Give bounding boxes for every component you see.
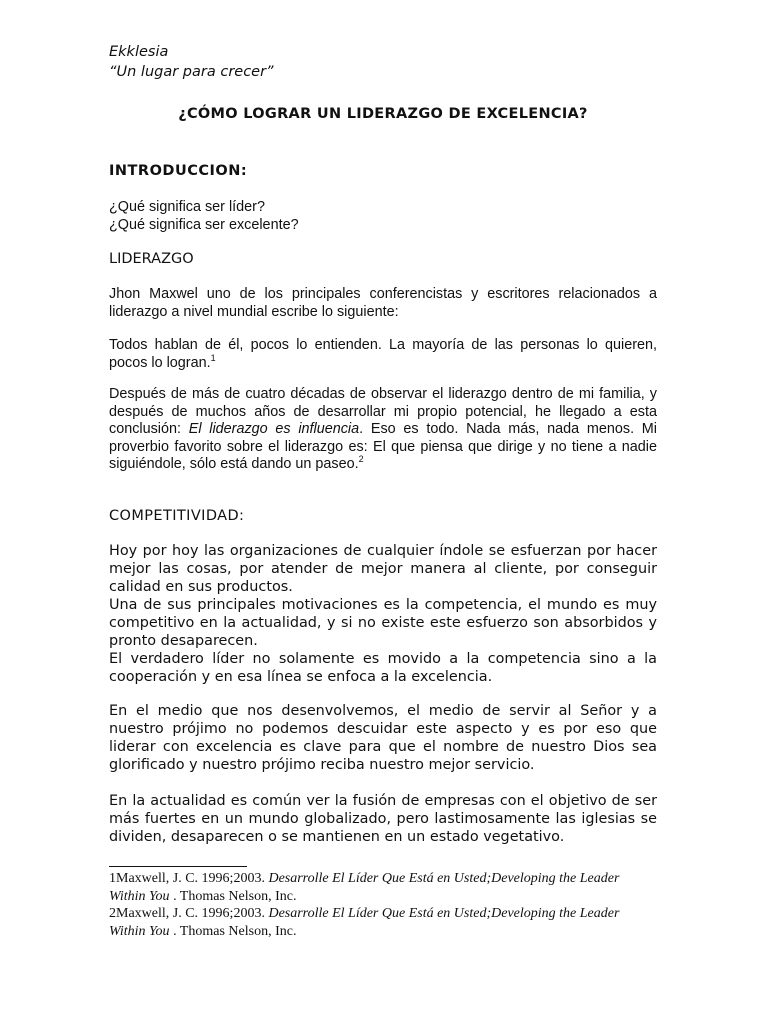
- footnote-separator: [109, 866, 247, 867]
- competitividad-paragraph-1: [109, 542, 657, 686]
- question-leader: ¿Qué significa ser líder?: [109, 199, 265, 215]
- liderazgo-quote-1: [109, 337, 657, 372]
- question-excellent: ¿Qué significa ser excelente?: [109, 216, 299, 233]
- footnote-1-tail: . Thomas Nelson, Inc.: [169, 888, 297, 904]
- org-tagline: “Un lugar para crecer”: [109, 64, 274, 80]
- intro-questions: [109, 199, 657, 234]
- liderazgo-paragraph-1: Jhon Maxwel uno de los principales conferencistas y escritores relacionados a liderazgo a nivel mundial escribe lo siguiente:: [109, 286, 657, 320]
- intro-heading: INTRODUCCION:: [109, 163, 248, 179]
- document-header: [109, 42, 274, 82]
- footnote-1: [109, 870, 657, 905]
- competitividad-line-2: Una de sus principales motivaciones es la competencia, el mundo es muy competitivo en la actualidad, y si no existe este esfuerzo son absorbidos y pronto desaparecen.: [109, 597, 657, 649]
- footnote-1-lead: Maxwell, J. C. 1996;2003.: [116, 871, 269, 886]
- footnote-1-number: 1: [109, 871, 116, 886]
- org-name: Ekklesia: [109, 44, 169, 60]
- footnote-2-tail: . Thomas Nelson, Inc.: [169, 923, 297, 939]
- competitividad-line-1: Hoy por hoy las organizaciones de cualquier índole se esfuerzan por hacer mejor las cosas, por atender de mejor manera al cliente, por conseguir calidad en sus productos.: [109, 543, 657, 595]
- competitividad-paragraph-2: En el medio que nos desenvolvemos, el medio de servir al Señor y a nuestro prójimo no podemos descuidar este aspecto y es por eso que liderar con excelencia es clave para que el nombre de nuestro Dios sea glorificado y nuestro prójimo reciba nuestro mejor servicio.: [109, 703, 657, 773]
- footnote-2: [109, 905, 657, 940]
- quote-2-text-b: . Eso es todo. Nada más, nada menos. Mi proverbio favorito sobre el liderazgo es: El que piensa que dirige y no tiene a nadie siguiéndole, sólo está dando un paseo.: [109, 421, 657, 472]
- quote-2-emphasis: El liderazgo es influencia: [188, 421, 360, 437]
- liderazgo-quote-2: [109, 386, 657, 474]
- footnote-1-title: Desarrolle El Líder Que Está en Usted;Developing the Leader Within You: [109, 871, 620, 904]
- competitividad-paragraph-3: En la actualidad es común ver la fusión de empresas con el objetivo de ser más fuertes en un mundo globalizado, pero lastimosamente las iglesias se dividen, desaparecen o se mantienen en un estado vegetativo.: [109, 793, 657, 845]
- footnote-ref-2: 2: [358, 454, 364, 465]
- competitividad-heading: COMPETITIVIDAD:: [109, 508, 245, 524]
- quote-2-text-a: Después de más de cuatro décadas de observar el liderazgo dentro de mi familia, y después de muchos años de desarrollar mi propio potencial, he llegado a esta conclusión:: [109, 386, 657, 437]
- competitividad-line-3: El verdadero líder no solamente es movido a la competencia sino a la cooperación y en esa línea se enfoca a la excelencia.: [109, 651, 657, 685]
- document-title: ¿CÓMO LOGRAR UN LIDERAZGO DE EXCELENCIA?: [178, 106, 588, 122]
- footnote-2-lead: Maxwell, J. C. 1996;2003.: [116, 906, 269, 921]
- footnote-ref-1: 1: [210, 352, 216, 363]
- footnote-2-title: Desarrolle El Líder Que Está en Usted;Developing the Leader Within You: [109, 906, 620, 939]
- liderazgo-heading: LIDERAZGO: [109, 251, 194, 267]
- footnote-2-number: 2: [109, 906, 116, 921]
- quote-1-text: Todos hablan de él, pocos lo entienden. La mayoría de las personas lo quieren, pocos lo logran.: [109, 337, 657, 371]
- footnotes: [109, 870, 657, 940]
